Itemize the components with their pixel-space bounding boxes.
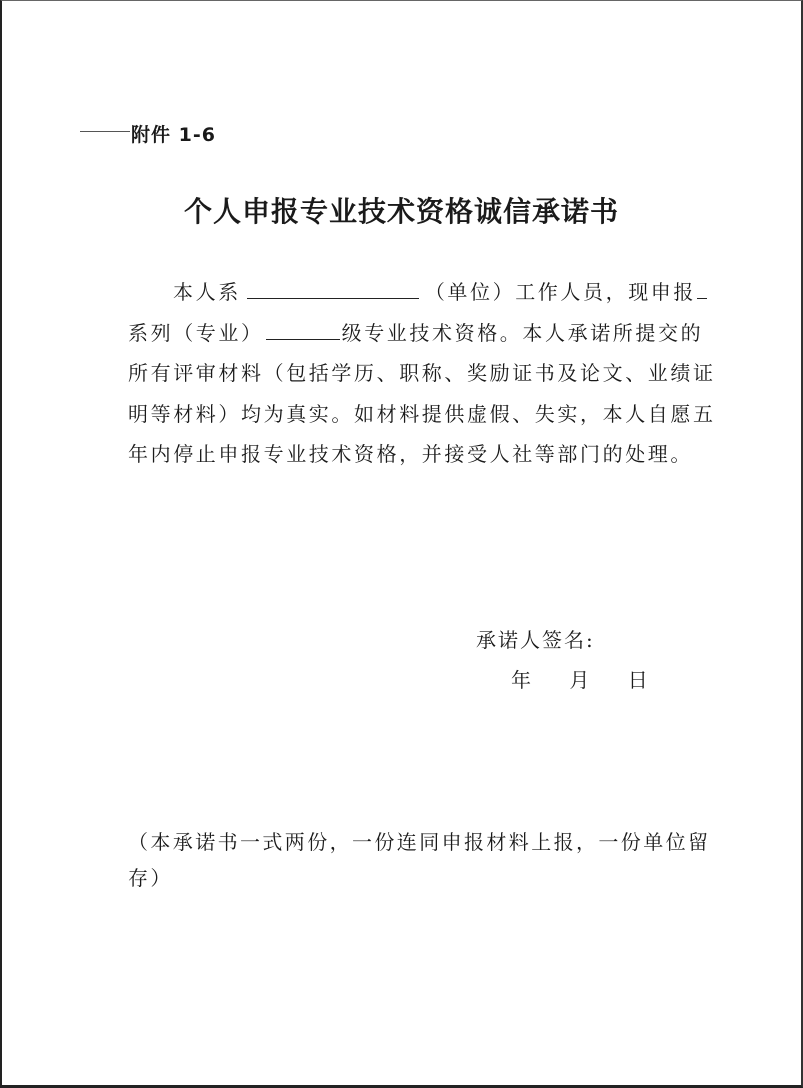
signature-label: 承诺人签名: <box>476 628 595 652</box>
footnote-line-2: 存） <box>128 866 173 890</box>
document-title: 个人申报专业技术资格诚信承诺书 <box>183 195 619 228</box>
body-line2-prefix: 系列（专业） <box>128 320 264 345</box>
date-row <box>511 664 648 693</box>
body-line1-mid: （单位）工作人员，现申报 <box>424 280 697 304</box>
pledge-body <box>128 272 716 475</box>
body-line-1 <box>128 272 697 313</box>
date-year-label: 年 <box>511 668 531 692</box>
footnote <box>128 824 711 896</box>
date-month-label: 月 <box>569 668 590 692</box>
body-line-5: 年内停止申报专业技术资格，并接受人社等部门的处理。 <box>128 442 693 466</box>
body-line-4: 明等材料）均为真实。如材料提供虚假、失实，本人自愿五 <box>128 401 716 426</box>
level-blank-field[interactable] <box>266 319 340 340</box>
attachment-label: 附件 1-6 <box>131 124 216 146</box>
body-line-3: 所有评审材料（包括学历、职称、奖励证书及论文、业绩证 <box>128 361 716 385</box>
footnote-line-1: （本承诺书一式两份，一份连同申报材料上报，一份单位留 <box>128 830 711 854</box>
body-line2-suffix: 级专业技术资格。本人承诺所提交的 <box>341 320 704 345</box>
body-line1-prefix: 本人系 <box>173 280 241 304</box>
date-day-label: 日 <box>627 668 648 692</box>
unit-blank-field[interactable] <box>247 278 419 299</box>
series-blank-field[interactable] <box>697 278 707 299</box>
header-rule <box>80 131 130 132</box>
body-line-2 <box>128 313 704 354</box>
